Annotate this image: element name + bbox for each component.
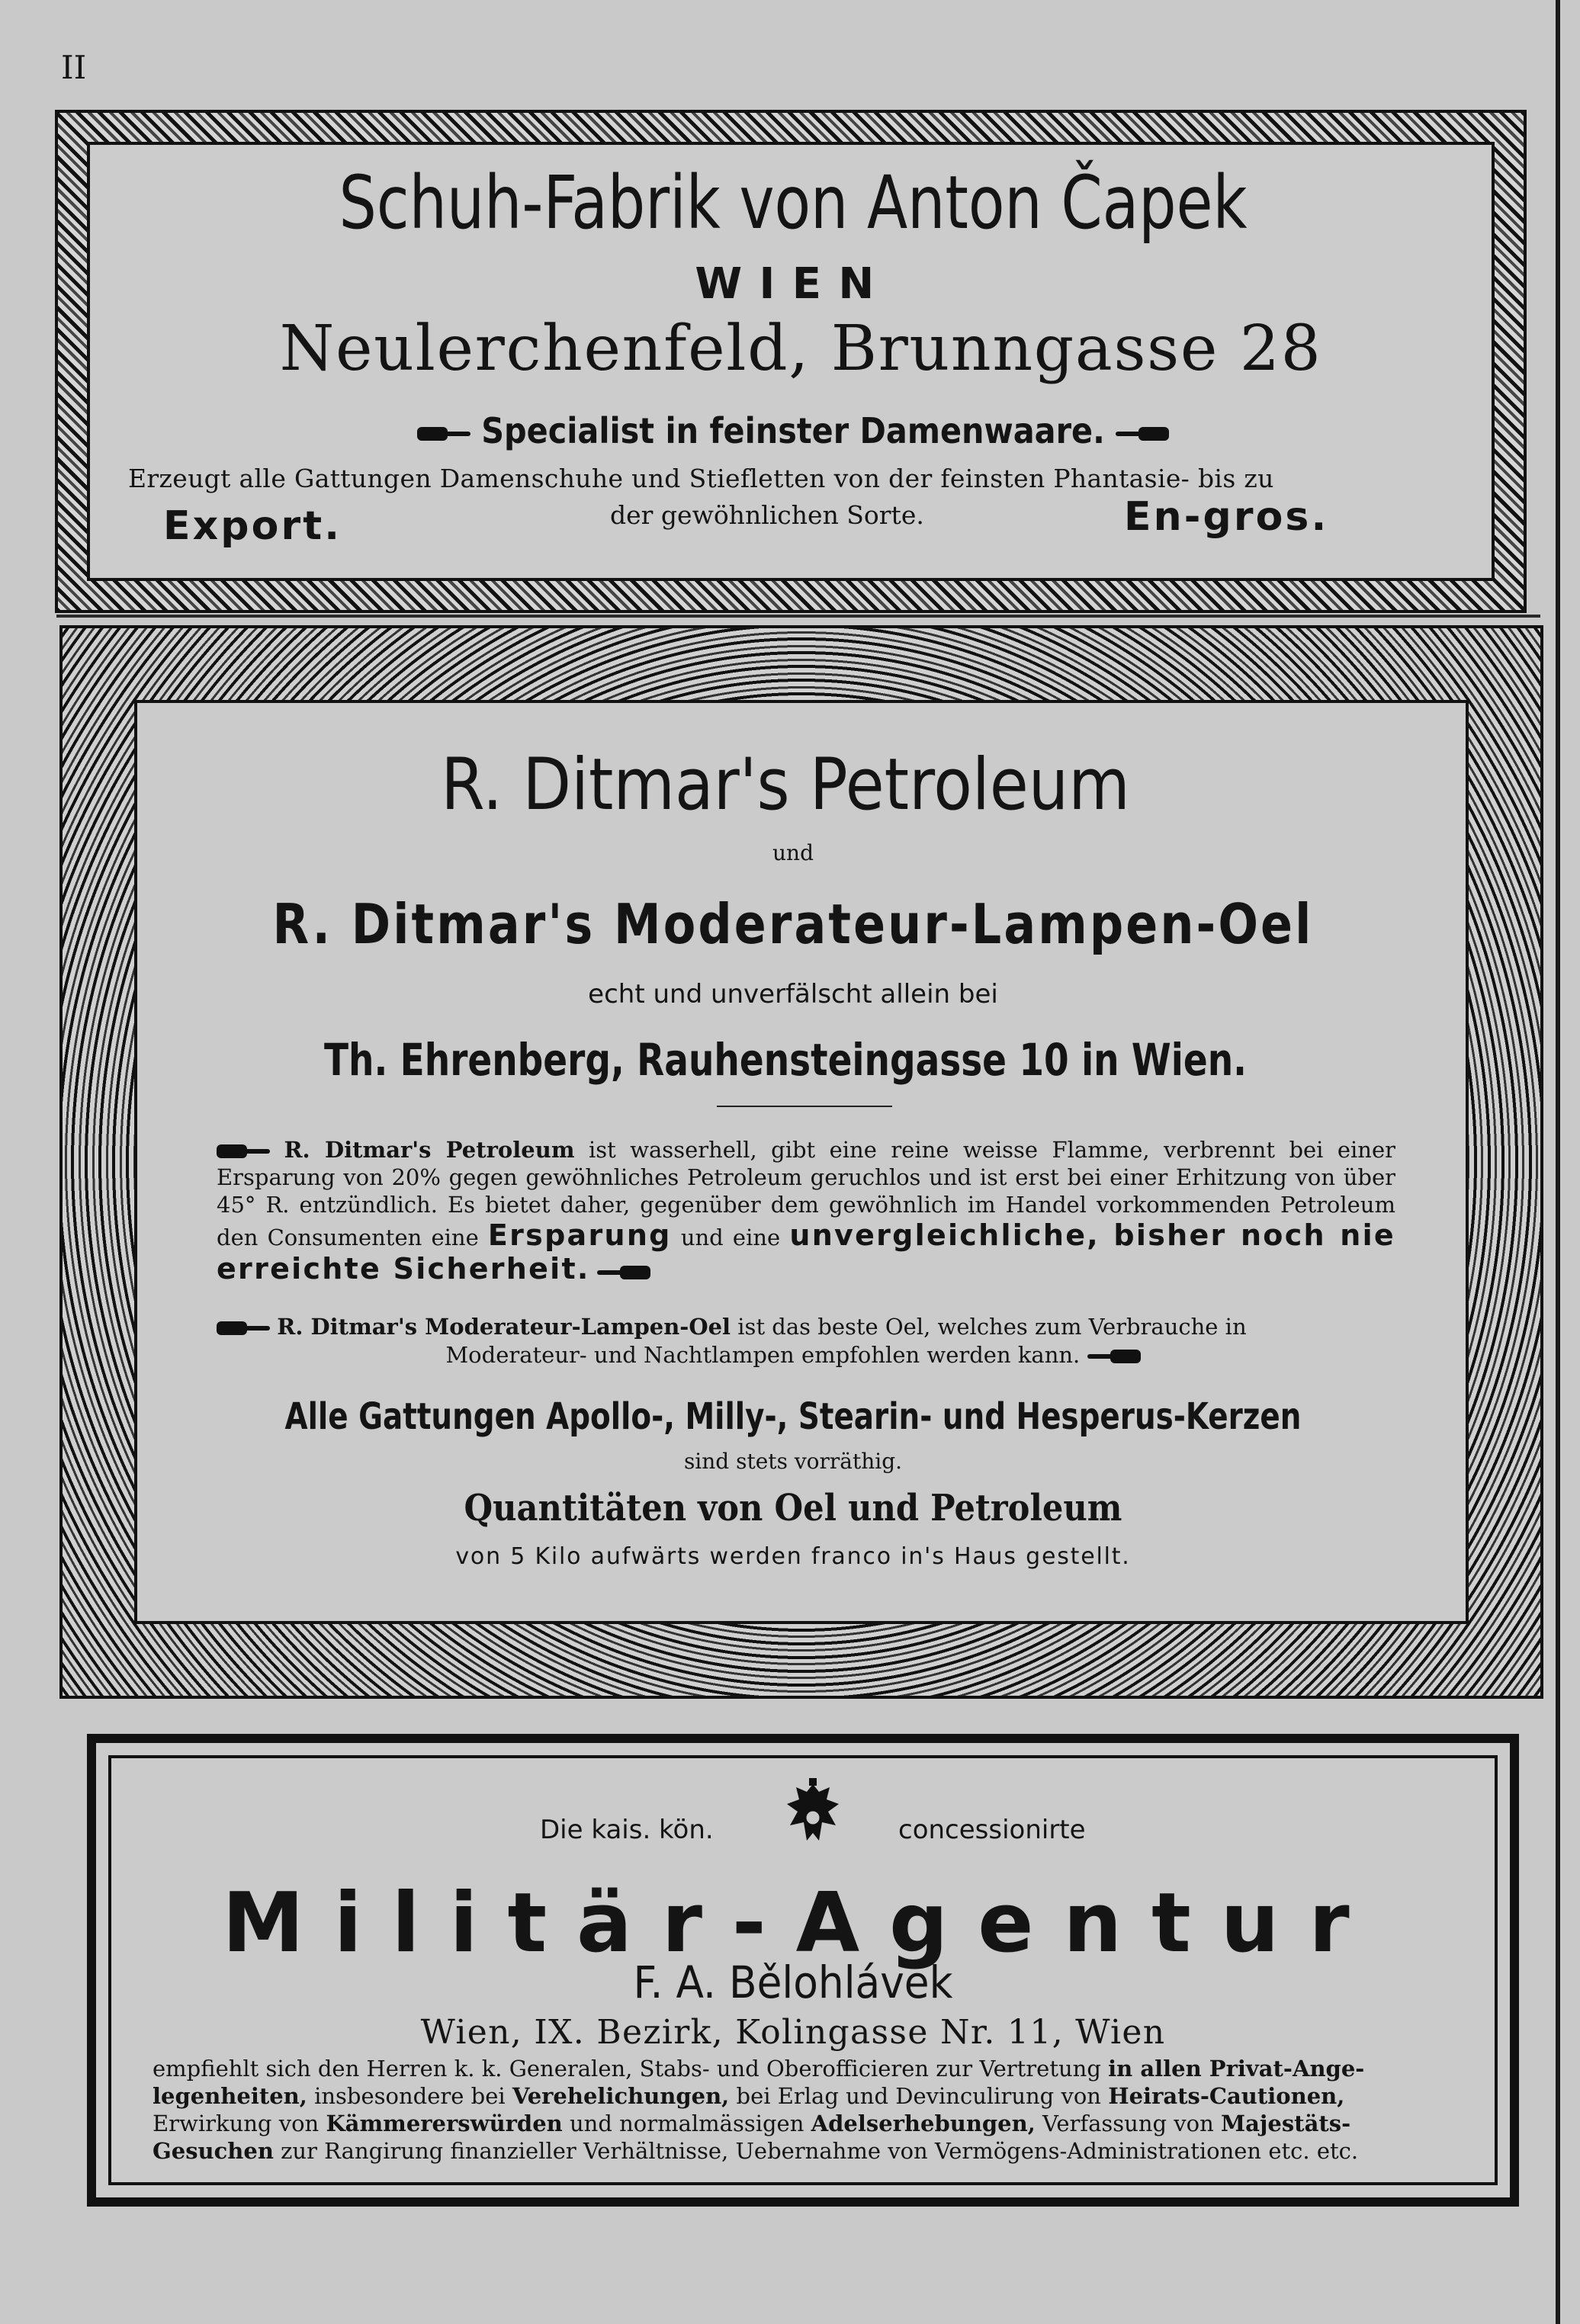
ad3-text-l3f: Majestäts-: [1221, 2111, 1351, 2136]
ad2-echt: echt und unverfälscht allein bei: [588, 979, 998, 1010]
ad2-quant: Quantitäten von Oel und Petroleum: [464, 1487, 1122, 1530]
ad3-text-l3c: und normalmässigen: [569, 2111, 804, 2136]
ad3-text-l2a: legenheiten,: [153, 2083, 307, 2109]
ad1-export: Export.: [163, 503, 342, 549]
pointing-hand-icon: [217, 1141, 270, 1161]
ad2-paragraph1: [217, 1136, 1395, 1286]
ad2-p2-lead: R. Ditmar's Moderateur-Lampen-Oel: [277, 1314, 731, 1340]
separator-rule: [56, 615, 1540, 618]
ad2-dealer: Th. Ehrenberg, Rauhensteingasse 10 in Wien.: [324, 1034, 1247, 1086]
ad2-paragraph2: [217, 1313, 1395, 1340]
ad3-text-l4a: Gesuchen: [153, 2138, 274, 2164]
ad2-franco: von 5 Kilo aufwärts werden franco in's Haus gestellt.: [455, 1543, 1131, 1570]
ad3-text-l3e: Verfassung von: [1042, 2111, 1214, 2136]
ad3-text-l3b: Kämmererswürden: [326, 2111, 563, 2136]
ad3-text-l2d: bei Erlag und Devinculirung von: [736, 2083, 1101, 2109]
ad3-text-l2e: Heirats-Cautionen,: [1108, 2083, 1345, 2109]
page-edge-rule: [1556, 0, 1560, 2324]
ad3-owner: F. A. Bělohlávek: [633, 1956, 953, 2008]
ad3-pre-left: Die kais. kön.: [540, 1815, 714, 1845]
ad2-p1-text: ist wasserhell, gibt eine reine weisse Flamme, verbrennt bei einer Ersparung von 20% gegen gewöhnliches Petroleum geruchlos und ist erst bei einer Erhitzung von über 45° R. entzündlich. Es bietet daher, gegenüber dem gewöhnlich im Handel vorkommenden Petroleum den Consumenten eine: [217, 1137, 1396, 1250]
ad2-p1-und: und eine: [680, 1225, 781, 1250]
ad2-und: und: [772, 840, 814, 865]
double-headed-eagle-icon: [781, 1778, 845, 1854]
ad2-divider: [717, 1106, 892, 1107]
ad2-vorraethig: sind stets vorräthig.: [683, 1449, 903, 1474]
pointing-hand-icon: [597, 1263, 650, 1282]
ad3-text-l2c: Verehelichungen,: [512, 2083, 730, 2109]
ad3-text-l4b: zur Rangirung finanzieller Verhältnisse, Uebernahme von Vermögens-Administrationen etc. etc.: [281, 2138, 1359, 2164]
ad3-text-l1b: in allen Privat-Ange-: [1108, 2056, 1365, 2082]
ad3-title: Militär-Agentur: [222, 1876, 1379, 1971]
ad2-title2: R. Ditmar's Moderateur-Lampen-Oel: [272, 892, 1314, 956]
ad3-text-line4: [153, 2138, 1358, 2164]
pointing-hand-icon: [217, 1318, 270, 1338]
ad3-text-line2: [153, 2083, 1344, 2109]
ad3-text-l3a: Erwirkung von: [153, 2111, 320, 2136]
pointing-hand-icon: [417, 424, 470, 444]
ad2-p1-emph: unvergleichliche, bisher noch nie erreichte Sicherheit.: [217, 1218, 1395, 1286]
page-number: II: [61, 49, 87, 86]
ad1-address: Neulerchenfeld, Brunngasse 28: [279, 313, 1322, 385]
pointing-hand-icon: [1116, 424, 1169, 444]
ad2-p2-text2-line: [320, 1342, 1266, 1368]
ad2-p2-text: ist das beste Oel, welches zum Verbrauche in: [737, 1314, 1247, 1340]
ad1-line2: der gewöhnlichen Sorte.: [610, 500, 924, 530]
ad3-pre-right: concessionirte: [898, 1815, 1086, 1845]
ad1-engros: En-gros.: [1124, 494, 1329, 540]
ad3-address: Wien, IX. Bezirk, Kolingasse Nr. 11, Wien: [420, 2013, 1166, 2052]
ad1-title: Schuh-Fabrik von Anton Čapek: [339, 160, 1248, 246]
ad2-p1-lead: R. Ditmar's Petroleum: [284, 1137, 575, 1163]
ad1-city: WIEN: [695, 259, 891, 309]
ad3-text-line3: [153, 2111, 1350, 2136]
ad2-kerzen: Alle Gattungen Apollo-, Milly-, Stearin- und Hesperus-Kerzen: [284, 1395, 1302, 1438]
ad2-title: R. Ditmar's Petroleum: [441, 743, 1130, 827]
ad2-p2-text2: Moderateur- und Nachtlampen empfohlen werden kann.: [445, 1342, 1081, 1368]
ad1-specialist: Specialist in feinster Damenwaare.: [481, 410, 1105, 451]
ad3-text-l3d: Adelserhebungen,: [811, 2111, 1036, 2136]
ad3-text-l1a: empfiehlt sich den Herren k. k. Generalen, Stabs- und Oberofficieren zur Vertretung: [153, 2056, 1101, 2082]
pointing-hand-icon: [1087, 1347, 1141, 1366]
ad1-line1: Erzeugt alle Gattungen Damenschuhe und Stiefletten von der feinsten Phantasie- bis zu: [128, 464, 1274, 493]
ad3-text-line1: [153, 2056, 1364, 2082]
ad3-text-l2b: insbesondere bei: [314, 2083, 506, 2109]
ad2-p1-ersparung: Ersparung: [487, 1218, 672, 1252]
ad1-specialist-line: [320, 410, 1266, 451]
